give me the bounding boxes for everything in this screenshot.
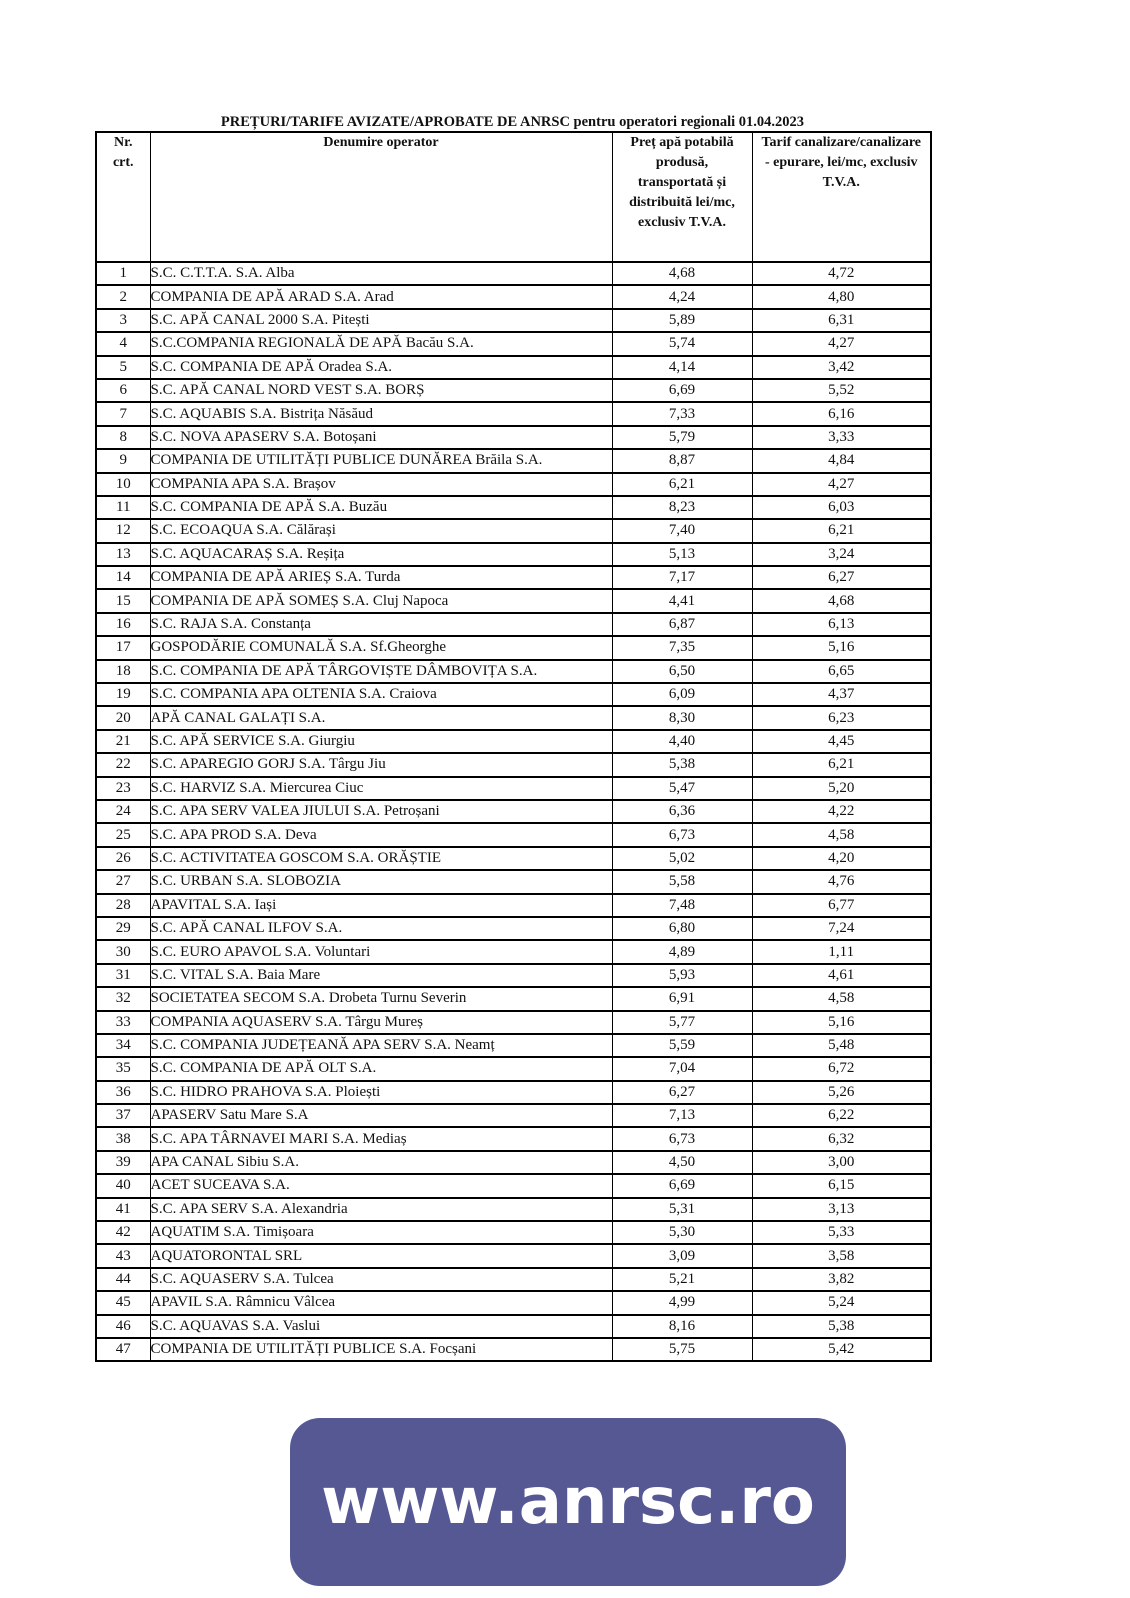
operator-name: COMPANIA DE APĂ SOMEȘ S.A. Cluj Napoca — [150, 589, 612, 612]
table-row — [96, 1221, 931, 1244]
operator-name: S.C. HARVIZ S.A. Miercurea Ciuc — [150, 777, 612, 800]
header-operator: Denumire operator — [150, 132, 612, 262]
water-price: 5,79 — [612, 426, 752, 449]
table-row — [96, 285, 931, 308]
row-number: 43 — [96, 1244, 150, 1267]
sewage-tariff: 3,42 — [752, 356, 931, 379]
operator-name: S.C. HIDRO PRAHOVA S.A. Ploiești — [150, 1081, 612, 1104]
operator-name: S.C.COMPANIA REGIONALĂ DE APĂ Bacău S.A. — [150, 332, 612, 355]
operator-name: S.C. AQUACARAȘ S.A. Reșița — [150, 543, 612, 566]
water-price: 4,41 — [612, 589, 752, 612]
water-price: 6,50 — [612, 660, 752, 683]
row-number: 4 — [96, 332, 150, 355]
table-row — [96, 332, 931, 355]
table-row — [96, 870, 931, 893]
row-number: 18 — [96, 660, 150, 683]
row-number: 47 — [96, 1338, 150, 1361]
sewage-tariff: 6,15 — [752, 1174, 931, 1197]
row-number: 3 — [96, 309, 150, 332]
water-price: 6,73 — [612, 1127, 752, 1150]
operator-name: AQUATORONTAL SRL — [150, 1244, 612, 1267]
water-price: 5,59 — [612, 1034, 752, 1057]
water-price: 8,30 — [612, 706, 752, 729]
operator-name: S.C. VITAL S.A. Baia Mare — [150, 964, 612, 987]
row-number: 45 — [96, 1291, 150, 1314]
table-row — [96, 706, 931, 729]
row-number: 20 — [96, 706, 150, 729]
row-number: 36 — [96, 1081, 150, 1104]
operator-name: S.C. ACTIVITATEA GOSCOM S.A. ORĂȘTIE — [150, 847, 612, 870]
water-price: 5,74 — [612, 332, 752, 355]
operator-name: APASERV Satu Mare S.A — [150, 1104, 612, 1127]
sewage-tariff: 5,48 — [752, 1034, 931, 1057]
sewage-tariff: 6,03 — [752, 496, 931, 519]
operator-name: AQUATIM S.A. Timișoara — [150, 1221, 612, 1244]
website-url: www.anrsc.ro — [321, 1465, 815, 1539]
table-row — [96, 402, 931, 425]
row-number: 8 — [96, 426, 150, 449]
row-number: 29 — [96, 917, 150, 940]
sewage-tariff: 5,20 — [752, 777, 931, 800]
header-nr: Nr. crt. — [96, 132, 150, 262]
sewage-tariff: 1,11 — [752, 940, 931, 963]
water-price: 6,09 — [612, 683, 752, 706]
operator-name: S.C. COMPANIA DE APĂ Oradea S.A. — [150, 356, 612, 379]
operator-name: APĂ CANAL GALAȚI S.A. — [150, 706, 612, 729]
operator-name: APA CANAL Sibiu S.A. — [150, 1151, 612, 1174]
water-price: 5,30 — [612, 1221, 752, 1244]
water-price: 4,14 — [612, 356, 752, 379]
operator-name: S.C. RAJA S.A. Constanța — [150, 613, 612, 636]
operator-name: S.C. NOVA APASERV S.A. Botoșani — [150, 426, 612, 449]
sewage-tariff: 6,22 — [752, 1104, 931, 1127]
water-price: 5,89 — [612, 309, 752, 332]
row-number: 14 — [96, 566, 150, 589]
sewage-tariff: 4,27 — [752, 332, 931, 355]
row-number: 28 — [96, 894, 150, 917]
operator-name: S.C. COMPANIA DE APĂ TÂRGOVIȘTE DÂMBOVIȚA S.A. — [150, 660, 612, 683]
water-price: 4,40 — [612, 730, 752, 753]
row-number: 13 — [96, 543, 150, 566]
operator-name: COMPANIA DE APĂ ARIEȘ S.A. Turda — [150, 566, 612, 589]
operator-name: COMPANIA DE APĂ ARAD S.A. Arad — [150, 285, 612, 308]
water-price: 6,80 — [612, 917, 752, 940]
water-price: 6,87 — [612, 613, 752, 636]
table-row — [96, 660, 931, 683]
table-row — [96, 1244, 931, 1267]
table-body — [96, 262, 931, 1361]
water-price: 4,99 — [612, 1291, 752, 1314]
operator-name: S.C. COMPANIA APA OLTENIA S.A. Craiova — [150, 683, 612, 706]
operator-name: S.C. AQUASERV S.A. Tulcea — [150, 1268, 612, 1291]
row-number: 22 — [96, 753, 150, 776]
water-price: 4,68 — [612, 262, 752, 285]
table-row — [96, 800, 931, 823]
row-number: 15 — [96, 589, 150, 612]
row-number: 7 — [96, 402, 150, 425]
water-price: 8,87 — [612, 449, 752, 472]
water-price: 6,36 — [612, 800, 752, 823]
operator-name: S.C. APĂ CANAL ILFOV S.A. — [150, 917, 612, 940]
water-price: 3,09 — [612, 1244, 752, 1267]
sewage-tariff: 3,33 — [752, 426, 931, 449]
sewage-tariff: 5,38 — [752, 1315, 931, 1338]
operator-name: S.C. AQUAVAS S.A. Vaslui — [150, 1315, 612, 1338]
operator-name: ACET SUCEAVA S.A. — [150, 1174, 612, 1197]
water-price: 8,16 — [612, 1315, 752, 1338]
table-row — [96, 1127, 931, 1150]
row-number: 12 — [96, 519, 150, 542]
operator-name: SOCIETATEA SECOM S.A. Drobeta Turnu Severin — [150, 987, 612, 1010]
water-price: 6,91 — [612, 987, 752, 1010]
water-price: 6,69 — [612, 1174, 752, 1197]
water-price: 4,24 — [612, 285, 752, 308]
row-number: 30 — [96, 940, 150, 963]
sewage-tariff: 4,80 — [752, 285, 931, 308]
table-row — [96, 1174, 931, 1197]
water-price: 5,75 — [612, 1338, 752, 1361]
website-banner — [290, 1418, 846, 1586]
operator-name: S.C. COMPANIA DE APĂ S.A. Buzău — [150, 496, 612, 519]
row-number: 31 — [96, 964, 150, 987]
row-number: 35 — [96, 1057, 150, 1080]
water-price: 5,77 — [612, 1011, 752, 1034]
document-title: PREȚURI/TARIFE AVIZATE/APROBATE DE ANRSC pentru operatori regionali 01.04.2023 — [220, 114, 805, 130]
sewage-tariff: 6,72 — [752, 1057, 931, 1080]
table-row — [96, 1268, 931, 1291]
row-number: 27 — [96, 870, 150, 893]
operator-name: S.C. ECOAQUA S.A. Călărași — [150, 519, 612, 542]
table-row — [96, 894, 931, 917]
sewage-tariff: 5,16 — [752, 636, 931, 659]
row-number: 11 — [96, 496, 150, 519]
sewage-tariff: 6,21 — [752, 519, 931, 542]
water-price: 5,02 — [612, 847, 752, 870]
sewage-tariff: 6,16 — [752, 402, 931, 425]
row-number: 6 — [96, 379, 150, 402]
row-number: 10 — [96, 473, 150, 496]
sewage-tariff: 3,00 — [752, 1151, 931, 1174]
table-row — [96, 1315, 931, 1338]
row-number: 5 — [96, 356, 150, 379]
water-price: 5,47 — [612, 777, 752, 800]
sewage-tariff: 4,84 — [752, 449, 931, 472]
sewage-tariff: 4,61 — [752, 964, 931, 987]
sewage-tariff: 4,76 — [752, 870, 931, 893]
table-row — [96, 1338, 931, 1361]
operator-name: S.C. EURO APAVOL S.A. Voluntari — [150, 940, 612, 963]
header-water-price: Preț apă potabilă produsă, transportată și distribuită lei/mc, exclusiv T.V.A. — [612, 132, 752, 262]
row-number: 21 — [96, 730, 150, 753]
sewage-tariff: 4,45 — [752, 730, 931, 753]
water-price: 4,89 — [612, 940, 752, 963]
table-row — [96, 730, 931, 753]
water-price: 7,33 — [612, 402, 752, 425]
row-number: 25 — [96, 823, 150, 846]
water-price: 6,21 — [612, 473, 752, 496]
table-row — [96, 379, 931, 402]
table-row — [96, 847, 931, 870]
water-price: 4,50 — [612, 1151, 752, 1174]
table-row — [96, 636, 931, 659]
operator-name: APAVIL S.A. Râmnicu Vâlcea — [150, 1291, 612, 1314]
water-price: 5,38 — [612, 753, 752, 776]
row-number: 16 — [96, 613, 150, 636]
table-row — [96, 613, 931, 636]
operator-name: S.C. COMPANIA JUDEȚEANĂ APA SERV S.A. Neamț — [150, 1034, 612, 1057]
water-price: 5,31 — [612, 1198, 752, 1221]
sewage-tariff: 4,58 — [752, 823, 931, 846]
row-number: 46 — [96, 1315, 150, 1338]
row-number: 33 — [96, 1011, 150, 1034]
operator-name: S.C. COMPANIA DE APĂ OLT S.A. — [150, 1057, 612, 1080]
sewage-tariff: 6,21 — [752, 753, 931, 776]
row-number: 38 — [96, 1127, 150, 1150]
sewage-tariff: 7,24 — [752, 917, 931, 940]
sewage-tariff: 5,33 — [752, 1221, 931, 1244]
row-number: 9 — [96, 449, 150, 472]
water-price: 6,69 — [612, 379, 752, 402]
operator-name: APAVITAL S.A. Iași — [150, 894, 612, 917]
table-row — [96, 753, 931, 776]
operator-name: S.C. AQUABIS S.A. Bistrița Năsăud — [150, 402, 612, 425]
water-price: 7,40 — [612, 519, 752, 542]
tariff-table — [95, 131, 932, 1362]
water-price: 7,48 — [612, 894, 752, 917]
sewage-tariff: 6,31 — [752, 309, 931, 332]
water-price: 5,13 — [612, 543, 752, 566]
table-row — [96, 1057, 931, 1080]
sewage-tariff: 6,65 — [752, 660, 931, 683]
water-price: 7,17 — [612, 566, 752, 589]
sewage-tariff: 6,23 — [752, 706, 931, 729]
table-row — [96, 1198, 931, 1221]
operator-name: COMPANIA DE UTILITĂȚI PUBLICE DUNĂREA Brăila S.A. — [150, 449, 612, 472]
table-row — [96, 426, 931, 449]
table-row — [96, 917, 931, 940]
sewage-tariff: 4,37 — [752, 683, 931, 706]
row-number: 40 — [96, 1174, 150, 1197]
water-price: 5,58 — [612, 870, 752, 893]
table-row — [96, 473, 931, 496]
sewage-tariff: 5,16 — [752, 1011, 931, 1034]
sewage-tariff: 3,58 — [752, 1244, 931, 1267]
row-number: 42 — [96, 1221, 150, 1244]
table-row — [96, 823, 931, 846]
table-row — [96, 519, 931, 542]
row-number: 34 — [96, 1034, 150, 1057]
row-number: 41 — [96, 1198, 150, 1221]
operator-name: S.C. APĂ CANAL NORD VEST S.A. BORȘ — [150, 379, 612, 402]
table-row — [96, 356, 931, 379]
water-price: 6,73 — [612, 823, 752, 846]
operator-name: S.C. APAREGIO GORJ S.A. Târgu Jiu — [150, 753, 612, 776]
sewage-tariff: 3,24 — [752, 543, 931, 566]
row-number: 44 — [96, 1268, 150, 1291]
table-row — [96, 683, 931, 706]
sewage-tariff: 4,27 — [752, 473, 931, 496]
operator-name: COMPANIA AQUASERV S.A. Târgu Mureș — [150, 1011, 612, 1034]
operator-name: S.C. APĂ CANAL 2000 S.A. Pitești — [150, 309, 612, 332]
table-row — [96, 496, 931, 519]
sewage-tariff: 5,42 — [752, 1338, 931, 1361]
operator-name: S.C. URBAN S.A. SLOBOZIA — [150, 870, 612, 893]
sewage-tariff: 3,13 — [752, 1198, 931, 1221]
water-price: 6,27 — [612, 1081, 752, 1104]
row-number: 1 — [96, 262, 150, 285]
row-number: 26 — [96, 847, 150, 870]
row-number: 17 — [96, 636, 150, 659]
water-price: 8,23 — [612, 496, 752, 519]
table-row — [96, 777, 931, 800]
table-row — [96, 449, 931, 472]
row-number: 39 — [96, 1151, 150, 1174]
table-row — [96, 566, 931, 589]
table-row — [96, 1081, 931, 1104]
table-row — [96, 589, 931, 612]
operator-name: GOSPODĂRIE COMUNALĂ S.A. Sf.Gheorghe — [150, 636, 612, 659]
sewage-tariff: 5,24 — [752, 1291, 931, 1314]
sewage-tariff: 6,77 — [752, 894, 931, 917]
row-number: 24 — [96, 800, 150, 823]
table-row — [96, 1151, 931, 1174]
water-price: 7,35 — [612, 636, 752, 659]
operator-name: S.C. APA SERV VALEA JIULUI S.A. Petroșani — [150, 800, 612, 823]
operator-name: COMPANIA APA S.A. Brașov — [150, 473, 612, 496]
table-row — [96, 987, 931, 1010]
water-price: 5,93 — [612, 964, 752, 987]
sewage-tariff: 4,20 — [752, 847, 931, 870]
sewage-tariff: 4,68 — [752, 589, 931, 612]
operator-name: S.C. APA TÂRNAVEI MARI S.A. Mediaș — [150, 1127, 612, 1150]
operator-name: S.C. APA SERV S.A. Alexandria — [150, 1198, 612, 1221]
table-row — [96, 940, 931, 963]
table-row — [96, 1291, 931, 1314]
water-price: 7,04 — [612, 1057, 752, 1080]
sewage-tariff: 6,13 — [752, 613, 931, 636]
table-header-row — [96, 132, 931, 262]
row-number: 2 — [96, 285, 150, 308]
row-number: 19 — [96, 683, 150, 706]
sewage-tariff: 4,72 — [752, 262, 931, 285]
table-row — [96, 1034, 931, 1057]
operator-name: S.C. APĂ SERVICE S.A. Giurgiu — [150, 730, 612, 753]
operator-name: S.C. C.T.T.A. S.A. Alba — [150, 262, 612, 285]
sewage-tariff: 6,32 — [752, 1127, 931, 1150]
sewage-tariff: 4,58 — [752, 987, 931, 1010]
operator-name: COMPANIA DE UTILITĂȚI PUBLICE S.A. Focșani — [150, 1338, 612, 1361]
row-number: 32 — [96, 987, 150, 1010]
header-sewage-tariff: Tarif canalizare/canalizare - epurare, lei/mc, exclusiv T.V.A. — [752, 132, 931, 262]
water-price: 7,13 — [612, 1104, 752, 1127]
table-row — [96, 964, 931, 987]
sewage-tariff: 3,82 — [752, 1268, 931, 1291]
sewage-tariff: 5,26 — [752, 1081, 931, 1104]
row-number: 37 — [96, 1104, 150, 1127]
sewage-tariff: 6,27 — [752, 566, 931, 589]
table-row — [96, 262, 931, 285]
sewage-tariff: 4,22 — [752, 800, 931, 823]
water-price: 5,21 — [612, 1268, 752, 1291]
row-number: 23 — [96, 777, 150, 800]
table-row — [96, 309, 931, 332]
table-row — [96, 543, 931, 566]
table-row — [96, 1011, 931, 1034]
operator-name: S.C. APA PROD S.A. Deva — [150, 823, 612, 846]
table-row — [96, 1104, 931, 1127]
sewage-tariff: 5,52 — [752, 379, 931, 402]
